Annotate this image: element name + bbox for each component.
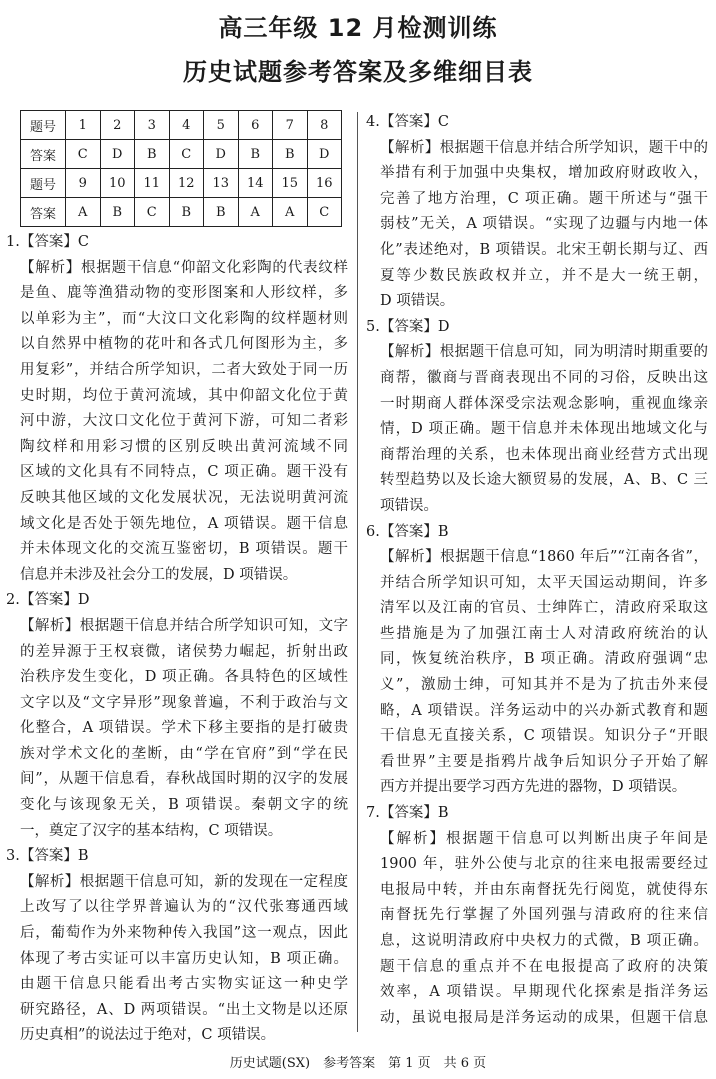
text-line: 研究路径，A、D 两项错误。“出土文物是以还原 [20, 1001, 348, 1018]
right-text [366, 110, 708, 1031]
answer-table-cell: C [307, 198, 342, 227]
answer-table-cell: 2 [100, 111, 135, 140]
text-line: 上改写了以往学界普遍认为的“汉代张骞通西域 [20, 899, 348, 916]
answer-table-cell: 3 [135, 111, 170, 140]
text-line: 些措施是为了加强江南士人对清政府统治的认 [380, 625, 708, 642]
text-line: 文字以及“文字异形”现象普遍，不利于政治与文 [20, 694, 348, 711]
answer-table [20, 110, 342, 227]
text-line: 区域的文化具有不同特点，C 项正确。题干没有 [20, 464, 348, 481]
text-line: 西方并提出要学习西方先进的器物，D 项错误。 [380, 779, 687, 796]
text-line: 并结合所学知识可知，太平天国运动期间，许多 [380, 574, 708, 591]
answer-table-cell: D [307, 140, 342, 169]
answer-table-cell: 10 [100, 169, 135, 198]
text-line: 族对学术文化的垄断，由“学在官府”到“学在民 [20, 745, 348, 762]
answer-table-cell: B [238, 140, 273, 169]
answer-table-cell: 13 [204, 169, 239, 198]
text-line: 3.【答案】B [6, 848, 89, 865]
text-line: 项错误。 [380, 497, 438, 514]
answer-table-cell: B [100, 198, 135, 227]
text-line: 【解析】根据题干信息“1860 年后”“江南各省”， [380, 549, 708, 566]
text-line: 以自然界中植物的花叶和各式几何图形为主，多 [20, 336, 348, 353]
text-line: 变化与该现象无关，B 项错误。秦朝文字的统 [20, 797, 348, 814]
answer-table-cell: 4 [169, 111, 204, 140]
page-footer: 历史试题(SX) 参考答案 第 1 页 共 6 页 [229, 1056, 487, 1071]
text-line: 情，D 项正确。题干信息并未体现出地域文化与 [380, 421, 708, 438]
text-line: 4.【答案】C [366, 114, 449, 130]
answer-table-cell: 16 [307, 169, 342, 198]
text-line: 间”，从题干信息看，春秋战国时期的汉字的发展 [20, 771, 348, 788]
text-line: 化”表述绝对，B 项错误。北宋王朝长期与辽、西 [380, 241, 708, 258]
text-line: 【解析】根据题干信息并结合所学知识可知，文字 [20, 617, 348, 634]
text-line: 息，这说明清政府中央权力的式微，B 项正确。 [380, 933, 708, 949]
answer-table-cell: 9 [66, 169, 101, 198]
answer-table-cell: 1 [66, 111, 101, 140]
answer-table-cell: A [238, 198, 273, 227]
text-line: 史时期，均位于黄河流域，其中仰韶文化位于黄 [20, 387, 348, 404]
answer-table-row [21, 198, 342, 227]
answer-table-cell: 7 [273, 111, 308, 140]
answer-table-cell: D [100, 140, 135, 169]
text-line: 历史真相”的说法过于绝对，C 项错误。 [20, 1027, 276, 1044]
text-line: 动，虽说电报局是洋务运动的成果，但题干信息 [380, 1009, 708, 1026]
answer-table-cell: 15 [273, 169, 308, 198]
answer-table-cell: 5 [204, 111, 239, 140]
text-line: 【解析】根据题干信息可以判断出庚子年间是 [380, 830, 708, 847]
text-line: 夏等少数民族政权并立，并不是大一统王朝， [380, 267, 708, 284]
text-line: 河中游，大汶口文化位于黄河下游，可知二者彩 [20, 413, 348, 430]
text-line: 转型趋势以及长途大额贸易的发展，A、B、C 三 [380, 472, 708, 489]
text-line: 用复彩”，并结合所学知识，二者大致处于同一历 [20, 361, 348, 378]
page-subtitle: 历史试题参考答案及多维细目表 [183, 58, 533, 86]
answer-table-cell: B [135, 140, 170, 169]
right-column [366, 110, 708, 1031]
text-line: 【解析】根据题干信息可知，同为明清时期重要的 [380, 344, 708, 361]
text-line: 一，奠定了汉字的基本结构，C 项错误。 [20, 822, 283, 839]
text-line: 信息并未涉及社会分工的发展，D 项错误。 [20, 566, 298, 583]
text-line: 南督抚先行掌握了外国列强与清政府的往来信 [380, 907, 708, 924]
answer-table-cell: 14 [238, 169, 273, 198]
text-line: 【解析】根据题干信息可知，新的发现在一定程度 [20, 873, 348, 890]
answer-table-cell: C [169, 140, 204, 169]
answer-table-header-cell: 答案 [21, 198, 66, 227]
answer-table-header-cell: 答案 [21, 140, 66, 169]
answer-table-cell: 11 [135, 169, 170, 198]
answer-table-row [21, 169, 342, 198]
text-line: 商帮，徽商与晋商表现出不同的习俗，反映出这 [380, 369, 708, 386]
text-line: 电报局中转，并由东南督抚先行阅览，就使得东 [380, 881, 708, 898]
text-line: 7.【答案】B [366, 805, 449, 822]
answer-table-cell: B [169, 198, 204, 227]
text-line: 2.【答案】D [6, 592, 90, 609]
text-line: 同，恢复统治秩序，B 项正确。清政府强调“忠 [380, 651, 708, 668]
text-line: 义”，激励士绅，可知其并不是为了抗击外来侵 [380, 677, 708, 694]
text-line: 以单彩为主”，而“大汶口文化彩陶的纹样题材则 [20, 310, 348, 327]
left-column [6, 110, 348, 1049]
text-line: 6.【答案】B [366, 523, 449, 540]
text-line: 陶纹样和用彩习惯的区别反映出黄河流域不同 [20, 438, 348, 455]
text-line: 略，A 项错误。洋务运动中的兴办新式教育和题 [380, 702, 708, 719]
answer-table-cell: C [66, 140, 101, 169]
text-line: 5.【答案】D [366, 318, 450, 335]
text-line: 1900 年，驻外公使与北京的往来电报需要经过 [380, 856, 708, 873]
text-line: 由题干信息只能看出考古实物实证这一种史学 [20, 976, 348, 993]
text-line: 域文化是否处于领先地位，A 项错误。题干信息 [20, 515, 348, 532]
text-line: 商帮治理的关系，也未体现出商业经营方式出现 [380, 446, 708, 463]
column-divider [357, 112, 358, 1032]
text-line: 看世界”主要是指鸦片战争后知识分子开始了解 [380, 753, 708, 770]
text-line: 完善了地方治理，C 项正确。题干所述与“强干 [380, 190, 708, 207]
text-line: 举措有利于加强中央集权，增加政府财政收入， [380, 165, 708, 182]
text-line: 一时期商人群体深受宗法观念影响，重视血缘亲 [380, 395, 708, 412]
text-line: 并未体现文化的交流互鉴密切，B 项错误。题干 [20, 541, 348, 558]
text-line: 化整合，A 项错误。学术下移主要指的是打破贵 [20, 720, 348, 737]
answer-table-cell: A [273, 198, 308, 227]
text-line: 体现了考古实证可以丰富历史认知，B 项正确。 [20, 950, 348, 967]
answer-table-row [21, 140, 342, 169]
text-line: 反映其他区域的文化发展状况，无法说明黄河流 [20, 489, 348, 506]
answer-table-cell: 12 [169, 169, 204, 198]
text-line: 效率，A 项错误。早期现代化探索是指洋务运 [380, 984, 708, 1001]
answer-table-header-cell: 题号 [21, 111, 66, 140]
text-line: 【解析】根据题干信息“仰韶文化彩陶的代表纹样 [20, 259, 348, 276]
text-line: 后，葡萄作为外来物种传入我国”这一观点，因此 [20, 925, 348, 942]
left-text [6, 230, 348, 1049]
answer-table-cell: B [204, 198, 239, 227]
answer-table-cell: A [66, 198, 101, 227]
answer-table-row [21, 111, 342, 140]
text-line: 1.【答案】C [6, 234, 89, 250]
answer-table-cell: 8 [307, 111, 342, 140]
answer-table-cell: D [204, 140, 239, 169]
text-line: 治秩序发生变化，D 项正确。各具特色的区域性 [20, 669, 348, 686]
text-line: 的差异源于王权衰微，诸侯势力崛起，折射出政 [20, 643, 348, 660]
answer-table-header-cell: 题号 [21, 169, 66, 198]
text-line: 【解析】根据题干信息并结合所学知识，题干中的 [380, 139, 708, 156]
text-line: D 项错误。 [380, 293, 455, 310]
text-line: 题干信息的重点并不在电报提高了政府的决策 [380, 958, 708, 975]
answer-table-cell: C [135, 198, 170, 227]
text-line: 干信息无直接关系，C 项错误。知识分子“开眼 [380, 728, 708, 745]
answer-table-cell: B [273, 140, 308, 169]
text-line: 是鱼、鹿等渔猎动物的变形图案和人形纹样，多 [20, 285, 348, 302]
page-title: 高三年级 12 月检测训练 [218, 14, 498, 42]
text-line: 弱枝”无关，A 项错误。“实现了边疆与内地一体 [380, 216, 708, 233]
answer-table-cell: 6 [238, 111, 273, 140]
text-line: 清军以及江南的官员、士绅阵亡，清政府采取这 [380, 600, 708, 617]
